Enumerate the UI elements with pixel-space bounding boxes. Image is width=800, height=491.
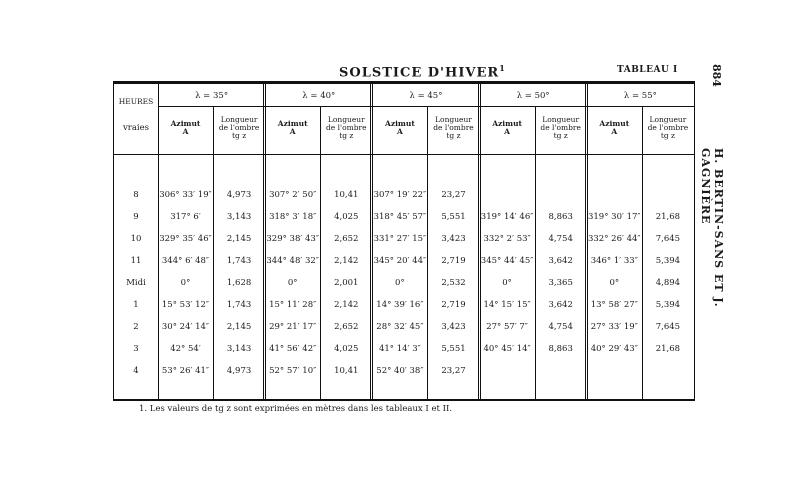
length-cell: 4,754 bbox=[548, 234, 573, 244]
azimut-cell: 30° 24′ 14″ bbox=[161, 322, 210, 332]
azimut-cell: 41° 14′ 3″ bbox=[378, 344, 421, 354]
azimut-header-line: Azimut bbox=[170, 119, 201, 128]
azimut-cell: 0° bbox=[287, 278, 298, 288]
longueur-header-line: de l'ombre bbox=[326, 123, 367, 132]
azimut-cell: 53° 26′ 41″ bbox=[161, 366, 210, 376]
length-cell: 3,143 bbox=[226, 212, 252, 222]
azimut-cell: 14° 39′ 16″ bbox=[376, 300, 424, 310]
length-cell: 7,645 bbox=[655, 322, 681, 332]
length-cell: 1,743 bbox=[226, 256, 252, 266]
azimut-cell: 306° 33′ 19″ bbox=[159, 190, 212, 200]
azimut-cell: 331° 27′ 15″ bbox=[373, 234, 427, 244]
longueur-header bbox=[320, 116, 372, 140]
azimut-header-line: Azimut bbox=[385, 119, 415, 128]
hour-cell: 1 bbox=[133, 300, 139, 310]
azimut-cell: 0° bbox=[395, 278, 405, 288]
longueur-header-line: tg z bbox=[232, 131, 247, 140]
azimut-cell: 40° 45′ 14″ bbox=[483, 344, 531, 354]
azimut-cell: 0° bbox=[180, 278, 191, 288]
running-head: H. BERTIN-SANS ET J. GAGNIÈRE bbox=[699, 148, 725, 308]
length-cell: 2,719 bbox=[441, 300, 466, 310]
length-cell: 21,68 bbox=[655, 344, 681, 354]
header-rule bbox=[114, 154, 694, 155]
azimut-header bbox=[372, 120, 427, 136]
length-cell: 8,863 bbox=[548, 344, 573, 354]
azimut-cell: 27° 33′ 19″ bbox=[590, 322, 638, 332]
azimut-cell: 345° 20′ 44″ bbox=[373, 256, 427, 266]
hour-cell: 10 bbox=[130, 234, 142, 244]
subcolumn-divider bbox=[642, 106, 643, 400]
length-cell: 4,973 bbox=[226, 366, 252, 376]
longueur-header-line: Longueur bbox=[435, 115, 472, 124]
length-cell: 2,145 bbox=[226, 234, 252, 244]
longueur-header bbox=[213, 116, 265, 140]
azimut-header-line: Azimut bbox=[277, 119, 308, 128]
azimut-header-line: A bbox=[396, 127, 403, 136]
subcolumn-divider bbox=[320, 106, 321, 400]
length-cell: 7,645 bbox=[655, 234, 681, 244]
lambda-header: λ = 45° bbox=[409, 91, 443, 101]
length-cell: 23,27 bbox=[441, 190, 466, 200]
length-cell: 8,863 bbox=[548, 212, 573, 222]
length-cell: 10,41 bbox=[334, 190, 359, 200]
corner-heures: HEURES bbox=[118, 97, 154, 106]
azimut-cell: 14° 15′ 15″ bbox=[483, 300, 531, 310]
length-cell: 2,532 bbox=[441, 278, 466, 288]
length-cell: 2,145 bbox=[226, 322, 252, 332]
azimut-cell: 329° 38′ 43″ bbox=[266, 234, 319, 244]
length-cell: 2,652 bbox=[334, 322, 359, 332]
page-number: 884 bbox=[710, 64, 723, 87]
hour-cell: 11 bbox=[130, 256, 142, 266]
lambda-row-rule bbox=[158, 106, 694, 107]
lambda-header: λ = 50° bbox=[516, 91, 550, 101]
hour-cell: 9 bbox=[133, 212, 139, 222]
azimut-cell: 319° 30′ 17″ bbox=[587, 212, 641, 222]
length-cell: 4,025 bbox=[334, 212, 359, 222]
longueur-header-line: Longueur bbox=[220, 115, 258, 124]
azimut-cell: 15° 11′ 28″ bbox=[269, 300, 317, 310]
azimut-header-line: A bbox=[182, 127, 189, 136]
longueur-header-line: de l'ombre bbox=[218, 123, 260, 132]
corner-vraies: vraies bbox=[122, 123, 150, 133]
azimut-cell: 319° 14′ 46″ bbox=[480, 212, 534, 222]
longueur-header-line: Longueur bbox=[542, 115, 580, 124]
longueur-header-line: tg z bbox=[446, 131, 461, 140]
length-cell: 2,001 bbox=[334, 278, 359, 288]
longueur-header-line: Longueur bbox=[327, 115, 365, 124]
azimut-cell: 344° 6′ 48″ bbox=[161, 256, 210, 266]
lambda-header: λ = 55° bbox=[623, 91, 657, 101]
longueur-header-line: tg z bbox=[660, 131, 675, 140]
longueur-header bbox=[427, 116, 479, 140]
longueur-header bbox=[642, 116, 694, 140]
length-cell: 23,27 bbox=[441, 366, 466, 376]
longueur-header-line: tg z bbox=[339, 131, 354, 140]
length-cell: 3,143 bbox=[226, 344, 252, 354]
subcolumn-divider bbox=[535, 106, 536, 400]
azimut-header bbox=[265, 120, 320, 136]
azimut-cell: 0° bbox=[609, 278, 620, 288]
azimut-cell: 329° 35′ 46″ bbox=[159, 234, 212, 244]
length-cell: 3,423 bbox=[441, 234, 466, 244]
length-cell: 5,551 bbox=[441, 344, 466, 354]
azimut-header-line: A bbox=[611, 127, 618, 136]
azimut-cell: 40° 29′ 43″ bbox=[590, 344, 638, 354]
length-cell: 10,41 bbox=[334, 366, 359, 376]
length-cell: 5,394 bbox=[655, 256, 681, 266]
longueur-header-line: de l'ombre bbox=[647, 123, 689, 132]
azimut-cell: 318° 3′ 18″ bbox=[269, 212, 317, 222]
page-title: SOLSTICE D'HIVER$^1$ bbox=[339, 63, 506, 81]
length-cell: 1,743 bbox=[226, 300, 252, 310]
length-cell: 3,365 bbox=[548, 278, 573, 288]
hour-cell: Midi bbox=[126, 278, 146, 288]
length-cell: 2,142 bbox=[334, 300, 359, 310]
length-cell: 5,394 bbox=[655, 300, 681, 310]
azimut-cell: 307° 19′ 22″ bbox=[373, 190, 427, 200]
length-cell: 3,642 bbox=[548, 300, 573, 310]
azimut-header bbox=[587, 120, 642, 136]
subcolumn-divider bbox=[427, 106, 428, 400]
length-cell: 2,142 bbox=[334, 256, 359, 266]
length-cell: 4,754 bbox=[548, 322, 573, 332]
subcolumn-divider bbox=[213, 106, 214, 400]
azimut-cell: 28° 32′ 45″ bbox=[376, 322, 424, 332]
lambda-header: λ = 40° bbox=[302, 91, 336, 101]
azimut-cell: 52° 40′ 38″ bbox=[376, 366, 424, 376]
azimut-header-line: Azimut bbox=[492, 119, 522, 128]
hour-cell: 8 bbox=[133, 190, 139, 200]
azimut-cell: 332° 2′ 53″ bbox=[483, 234, 531, 244]
hour-cell: 3 bbox=[133, 344, 139, 354]
length-cell: 21,68 bbox=[655, 212, 681, 222]
azimut-header-line: A bbox=[504, 127, 510, 136]
tableau-label: TABLEAU I bbox=[617, 65, 678, 75]
azimut-cell: 41° 56′ 42″ bbox=[269, 344, 317, 354]
azimut-cell: 307° 2′ 50″ bbox=[269, 190, 317, 200]
azimut-cell: 0° bbox=[502, 278, 512, 288]
azimut-cell: 52° 57′ 10″ bbox=[269, 366, 317, 376]
azimut-header bbox=[158, 120, 213, 136]
azimut-cell: 42° 54′ bbox=[170, 344, 201, 354]
footnote: 1. Les valeurs de tg z sont exprimées en mètres dans les tableaux I et II. bbox=[139, 404, 453, 414]
azimut-cell: 15° 53′ 12″ bbox=[161, 300, 210, 310]
azimut-header bbox=[480, 120, 535, 136]
data-table bbox=[113, 81, 695, 401]
length-cell: 4,973 bbox=[226, 190, 252, 200]
azimut-header-line: A bbox=[289, 127, 296, 136]
azimut-cell: 346° 1′ 33″ bbox=[590, 256, 638, 266]
length-cell: 1,628 bbox=[226, 278, 252, 288]
length-cell: 3,642 bbox=[548, 256, 573, 266]
azimut-cell: 13° 58′ 27″ bbox=[590, 300, 638, 310]
hour-cell: 2 bbox=[133, 322, 139, 332]
longueur-header bbox=[535, 116, 587, 140]
azimut-cell: 27° 57′ 7″ bbox=[486, 322, 528, 332]
azimut-cell: 318° 45′ 57″ bbox=[373, 212, 427, 222]
longueur-header-line: Longueur bbox=[649, 115, 687, 124]
length-cell: 3,423 bbox=[441, 322, 466, 332]
azimut-header-line: Azimut bbox=[599, 119, 630, 128]
longueur-header-line: de l'ombre bbox=[540, 123, 581, 132]
length-cell: 2,719 bbox=[441, 256, 466, 266]
azimut-cell: 29° 21′ 17″ bbox=[269, 322, 317, 332]
length-cell: 4,025 bbox=[334, 344, 359, 354]
azimut-cell: 332° 26′ 44″ bbox=[587, 234, 641, 244]
length-cell: 5,551 bbox=[441, 212, 466, 222]
azimut-cell: 344° 48′ 32″ bbox=[266, 256, 319, 266]
longueur-header-line: tg z bbox=[553, 131, 568, 140]
length-cell: 2,652 bbox=[334, 234, 359, 244]
length-cell: 4,894 bbox=[655, 278, 681, 288]
longueur-header-line: de l'ombre bbox=[433, 123, 474, 132]
azimut-cell: 345° 44′ 45″ bbox=[480, 256, 534, 266]
hour-cell: 4 bbox=[133, 366, 139, 376]
lambda-header: λ = 35° bbox=[195, 91, 229, 101]
azimut-cell: 317° 6′ bbox=[170, 212, 201, 222]
